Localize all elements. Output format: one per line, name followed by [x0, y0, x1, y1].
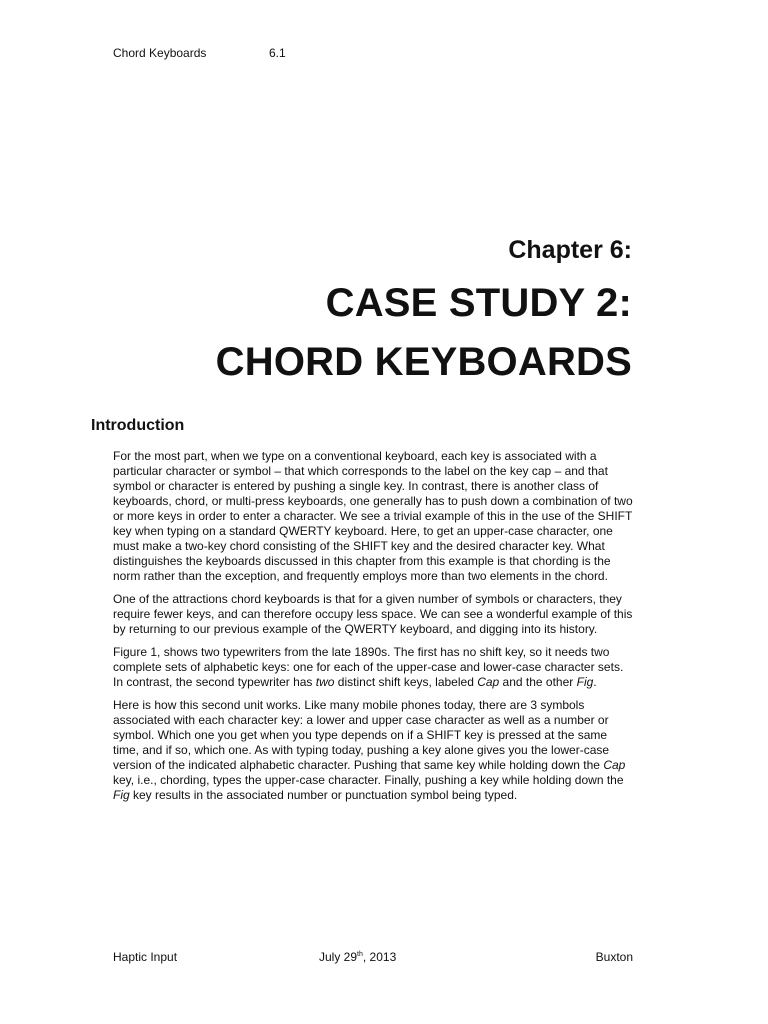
chapter-title-line2: CHORD KEYBOARDS	[215, 340, 632, 384]
section-heading: Introduction	[91, 417, 185, 434]
footer-right: Buxton	[595, 950, 633, 964]
text-run: key results in the associated number or punctuation symbol being typed.	[129, 788, 518, 802]
text-run: Here is how this second unit works. Like many mobile phones today, there are 3 symbols associated with each character key: a lower and upper case character as well as a number or symbol. Which one you get when you type depends on if a SHIFT key is pressed at the same time, and if so, which one. As with typing today, pushing a key alone gives you the lower-case version of the indicated alphabetic character. Pushing that same key while holding down the	[113, 698, 610, 772]
text-run: Figure 1, shows two typewriters from the late 1890s. The first has no shift key, so it needs two complete sets of alphabetic keys: one for each of the upper-case and lower-case character sets. In contrast, the second typewriter has	[113, 645, 624, 689]
emphasis: Fig	[113, 788, 130, 802]
footer-date-sup: th	[357, 951, 363, 958]
paragraph	[113, 698, 633, 803]
text-run: key, i.e., chording, types the upper-case character. Finally, pushing a key while holding down the	[113, 773, 624, 787]
footer-date-prefix: July 29	[319, 950, 358, 964]
chapter-title-line1: CASE STUDY 2:	[325, 281, 632, 325]
page-footer	[113, 950, 633, 966]
emphasis: Cap	[477, 675, 500, 689]
text-run: .	[593, 675, 597, 689]
emphasis: two	[315, 675, 335, 689]
paragraph	[113, 645, 633, 690]
footer-left: Haptic Input	[113, 950, 178, 964]
text-run: distinct shift keys, labeled	[334, 675, 478, 689]
footer-date-suffix: , 2013	[362, 950, 397, 964]
paragraph: One of the attractions chord keyboards is that for a given number of symbols or characters, they require fewer keys, and can therefore occupy less space. We can see a wonderful example of this by returning to our previous example of the QWERTY keyboard, and digging into its history.	[113, 592, 633, 636]
chapter-label: Chapter 6:	[508, 236, 632, 264]
page-header	[113, 46, 286, 60]
emphasis: Cap	[603, 758, 626, 772]
emphasis: Fig	[576, 675, 594, 689]
footer-date	[319, 950, 396, 964]
header-title: Chord Keyboards	[113, 46, 207, 60]
body-text	[113, 449, 633, 811]
text-run: and the other	[499, 675, 577, 689]
paragraph: For the most part, when we type on a conventional keyboard, each key is associated with a particular character or symbol – that which corresponds to the label on the key cap – and that symbol or character is entered by pushing a single key. In contrast, there is another class of keyboards, chord, or multi-press keyboards, one generally has to push down a combination of two or more keys in order to enter a character. We see a trivial example of this in the use of the SHIFT key when typing on a standard QWERTY keyboard. Here, to get an upper-case character, one must make a two-key chord consisting of the SHIFT key and the desired character key. What distinguishes the keyboards discussed in this chapter from this example is that chording is the norm rather than the exception, and frequently employs more than two elements in the chord.	[113, 449, 633, 583]
header-section-number: 6.1	[269, 46, 286, 60]
